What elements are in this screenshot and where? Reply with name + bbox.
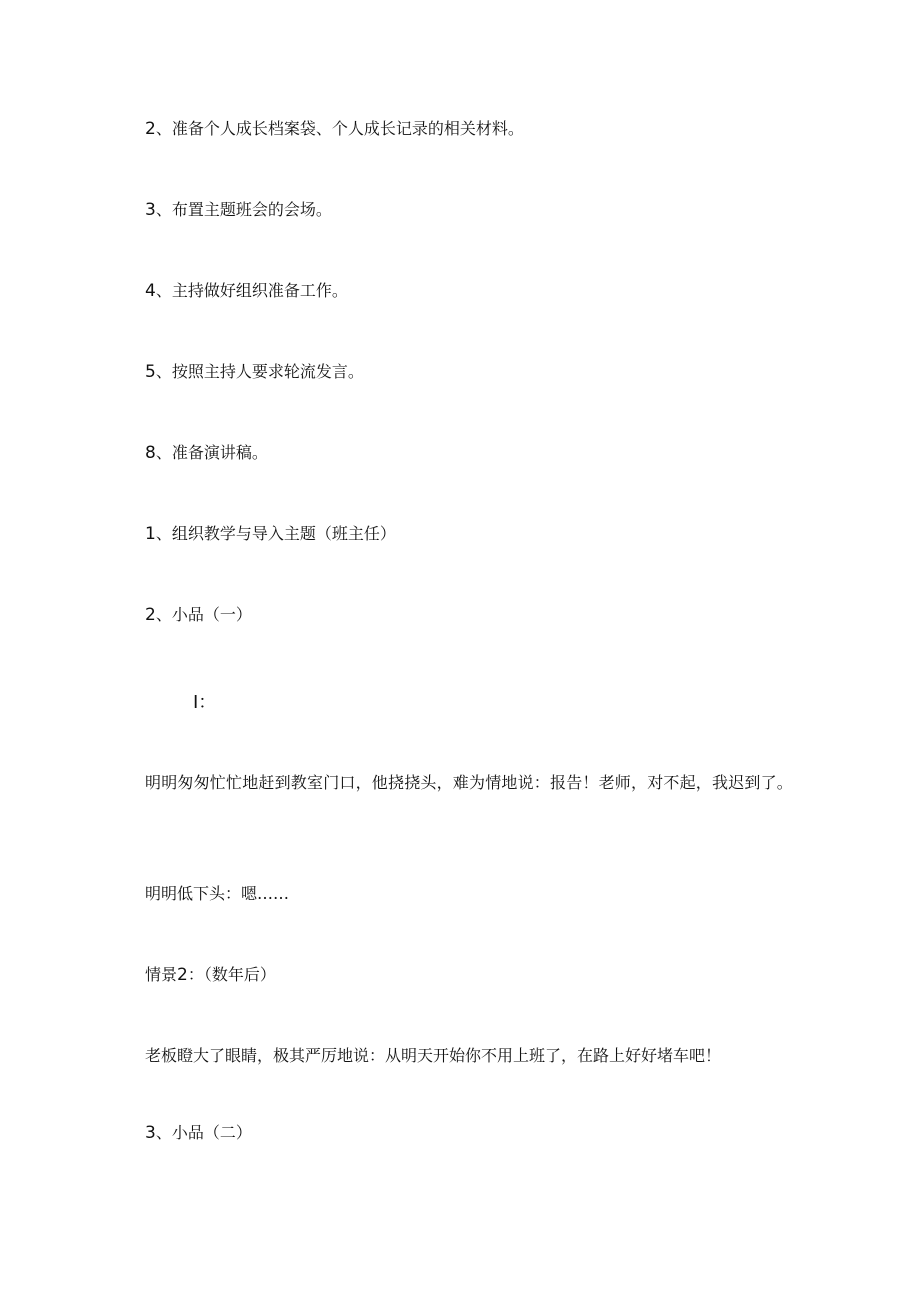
prep-item-4 <box>145 280 348 302</box>
prep-item-2 <box>145 118 524 140</box>
item-text: 、小品（二） <box>155 1123 252 1142</box>
item-number: 1 <box>145 524 156 544</box>
item-number: 2 <box>145 119 156 139</box>
prep-item-8 <box>145 442 268 464</box>
process-item-1 <box>145 523 396 545</box>
item-number: 4 <box>145 281 156 301</box>
item-text: 、主持做好组织准备工作。 <box>155 281 348 300</box>
item-number: 3 <box>145 1123 156 1143</box>
item-number: 8 <box>145 443 156 463</box>
paragraph-late-arrival: 明明匆匆忙忙地赶到教室门口，他挠挠头，难为情地说：报告！老师，对不起，我迟到了。 <box>145 773 794 792</box>
line-boss: 老板瞪大了眼睛，极其严厉地说：从明天开始你不用上班了，在路上好好堵车吧！ <box>145 1046 722 1065</box>
line-head-down: 明明低下头：嗯…… <box>145 884 290 903</box>
scene-2-heading <box>145 964 276 986</box>
scene-number: 2 <box>177 965 188 985</box>
prep-item-3 <box>145 199 332 221</box>
item-text: 、按照主持人要求轮流发言。 <box>155 362 364 381</box>
item-text: 、小品（一） <box>155 605 252 624</box>
process-item-2 <box>145 604 252 626</box>
item-number: 2 <box>145 605 156 625</box>
item-text: 、布置主题班会的会场。 <box>155 200 332 219</box>
item-text: 、组织教学与导入主题（班主任） <box>155 524 396 543</box>
scene-marker: I： <box>193 692 217 713</box>
prep-item-5 <box>145 361 364 383</box>
process-item-3 <box>145 1122 252 1144</box>
item-text: 、准备演讲稿。 <box>155 443 268 462</box>
scene-suffix: ：（数年后） <box>187 965 276 984</box>
item-text: 、准备个人成长档案袋、个人成长记录的相关材料。 <box>155 119 524 138</box>
item-number: 3 <box>145 200 156 220</box>
item-number: 5 <box>145 362 156 382</box>
scene-prefix: 情景 <box>145 965 178 984</box>
